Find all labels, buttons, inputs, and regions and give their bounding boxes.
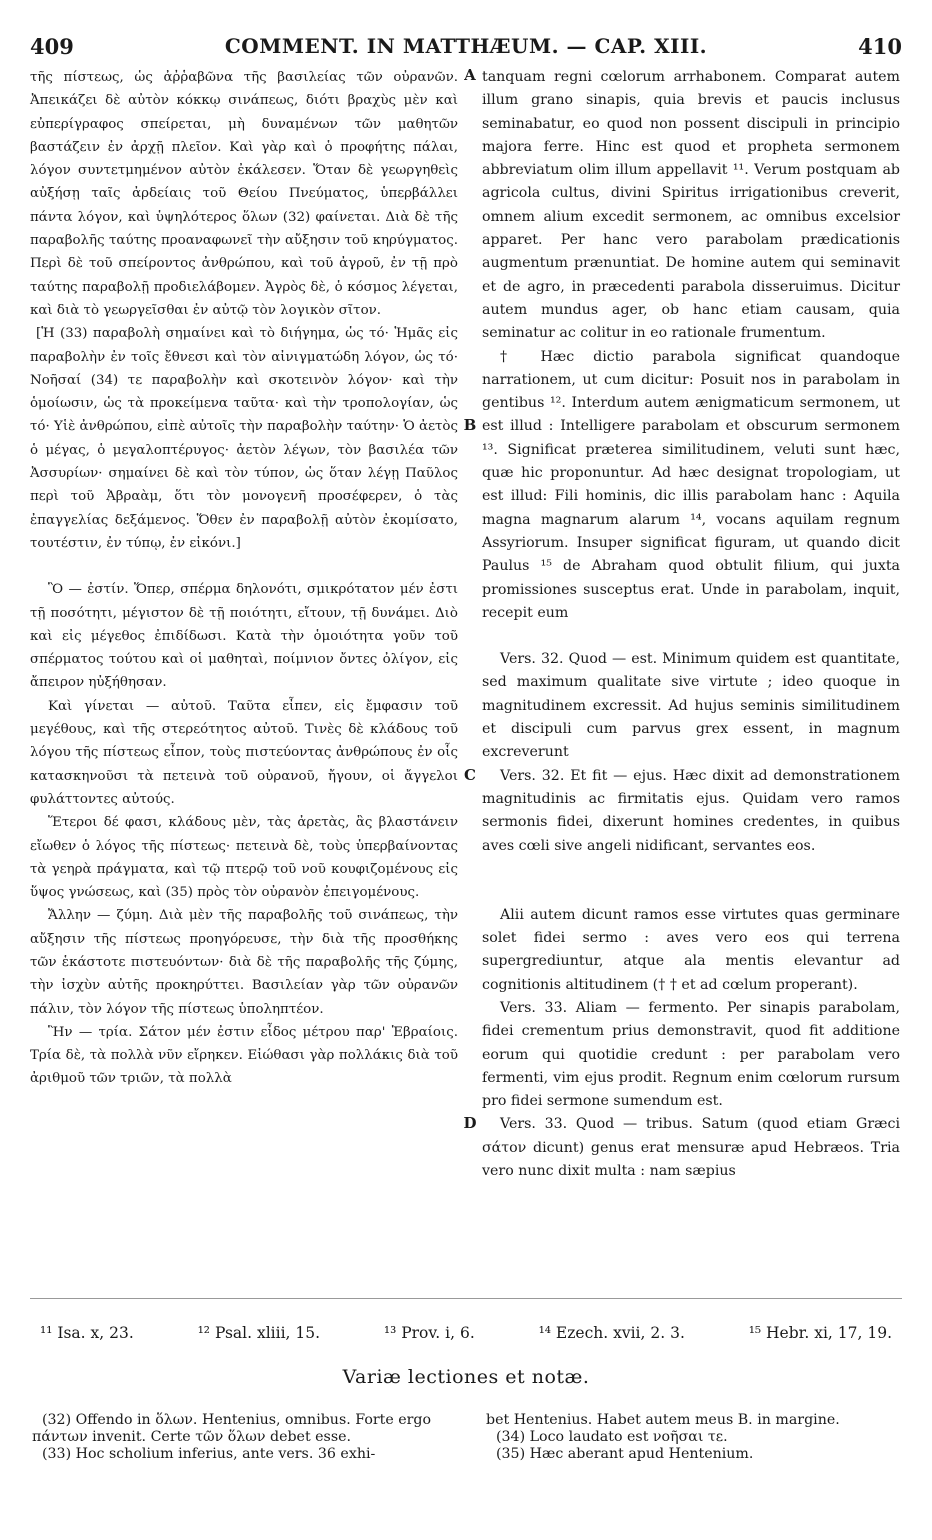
- page-header: [28, 34, 904, 60]
- latin-paragraph: Vers. 33. Aliam — fermento. Per sinapis parabolam, fidei crementum prius demonstravit, quod fit additione eorum qui quotidie credunt : per parabolam vero fermenti, vim ejus prodit. Regnum enim cœlorum rursum pro fidei sermone sumendum est.: [482, 999, 900, 1110]
- greek-paragraph: [Ἡ (33) παραβολὴ σημαίνει καὶ τὸ διήγημα, ὡς τό· Ἡμᾶς εἰς παραβολὴν ἐν τοῖς ἔθνεσι καὶ τὸν αἰνιγματώδη λόγον, ὡς τό· Νοῆσαί (34) τε παραβολὴν καὶ σκοτεινὸν λόγον· καὶ τὴν ὁμοίωσιν, ὡς τὰ προκείμενα ταῦτα· καὶ τὴν τροπολογίαν, ὡς τό· Υἱὲ ἀνθρώπου, εἰπὲ αὐτοῖς τὴν παραβολὴν ταύτην· Ὁ ἀετὸς ὁ μέγας, ὁ μεγαλοπτέρυγος· ἀετὸν λέγων, τὸν βασιλέα τῶν Ἀσσυρίων· σημαίνει δὲ καὶ τὸν τύπον, ὡς ὅταν λέγῃ Παῦλος περὶ τοῦ Ἀβραὰμ, ὅτι τὸν μονογενῆ προσέφερεν, ὁ τὰς ἐπαγγελίας δεξάμενος. Ὅθεν ἐν παραβολῇ αὐτὸν ἐκομίσατο, τουτέστιν, ἐν τύπῳ, ἐν εἰκόνι.]: [30, 326, 458, 551]
- variant-note: (35) Hæc aberant apud Hentenium.: [496, 1446, 754, 1462]
- variae-notes-left: [32, 1412, 460, 1463]
- latin-paragraph: Alii autem dicunt ramos esse virtutes quas germinare solet fidei sermo : aves vero eos qui terrena supergrediuntur, atque ala mentis elevantur ad cognitionis altitudinem († † et ad cœlum properant).: [482, 906, 900, 993]
- variant-note: (32) Offendo in ὅλων. Hentenius, omnibus. Forte ergo πάντων invenit. Certe τῶν ὅλων debet esse.: [32, 1412, 432, 1445]
- latin-paragraph: Vers. 32. Quod — est. Minimum quidem est quantitate, sed maximum qualitate sive virtute ; ideo quoque in magnitudinem excressit. Ad hujus seminis similitudinem et discipuli cum parvus grex essent, in magnum excreverunt: [482, 651, 900, 761]
- variant-note: bet Hentenius. Habet autem meus B. in margine.: [486, 1412, 840, 1428]
- margin-marker-c: C: [464, 766, 476, 784]
- variae-lectiones-title: Variæ lectiones et notæ.: [342, 1366, 590, 1388]
- variant-note: (33) Hoc scholium inferius, ante vers. 36 exhi-: [42, 1446, 376, 1462]
- variant-note: (34) Loco laudato est νοῆσαι τε.: [496, 1429, 728, 1445]
- greek-paragraph: Ἕτεροι δέ φασι, κλάδους μὲν, τὰς ἀρετὰς, ἃς βλαστάνειν εἴωθεν ὁ λόγος τῆς πίστεως· πετεινὰ δὲ, τοὺς ὑπερβαίνοντας τὰ γεηρὰ πράγματα, καὶ τῷ πτερῷ τοῦ νοῦ κουφιζομένους εἰς ὕψος γνώσεως, καὶ (35) πρὸς τὸν οὐρανὸν ἐπειγομένους.: [30, 815, 458, 901]
- greek-paragraph: Ἣν — τρία. Σάτον μέν ἐστιν εἶδος μέτρου παρ' Ἑβραίοις. Τρία δὲ, τὰ πολλὰ νῦν εἴρηκεν. Εἰώθασι γὰρ πολλάκις διὰ τοῦ ἀριθμοῦ τῶν τριῶν, τὰ πολλὰ: [30, 1024, 458, 1087]
- footnotes: [40, 1324, 892, 1342]
- latin-paragraph: † Hæc dictio parabola significat quandoque narrationem, ut cum dicitur: Posuit nos in parabolam in gentibus ¹². Interdum autem ænigmaticum sermonem, ut est illud : Intelligere parabolam et obscurum sermonem ¹³. Significat præterea similitudinem, veluti sunt hæc, quæ hic proponuntur. Ad hæc designat tropologiam, ut est illud: Fili hominis, dic illis parabolam hanc : Aquila magna magnarum alarum ¹⁴, vocans aquilam regnum Assyriorum. Insuper significat figuram, ut quando dicit Paulus ¹⁵ de Abraham quod obtulit filium, qui juxta promissiones susceptus erat. Unde in parabolam, inquit, recepit eum: [482, 348, 900, 621]
- greek-paragraph: Καὶ γίνεται — αὐτοῦ. Ταῦτα εἶπεν, εἰς ἔμφασιν τοῦ μεγέθους, καὶ τῆς στερεότητος αὐτοῦ. Τινὲς δὲ κλάδους τοῦ λόγου τῆς πίστεως εἶπον, τοὺς πιστεύοντας ἀνθρώπους ἐν οἷς κατασκηνοῦσι τὰ πετεινὰ τοῦ οὐρανοῦ, ἤγουν, οἱ ἄγγελοι φυλάττοντες αὐτούς.: [30, 698, 458, 807]
- latin-paragraph: tanquam regni cœlorum arrhabonem. Comparat autem illum grano sinapis, quia brevis et paucis inclusus seminabatur, eo quod non possent discipuli in principio majora ferre. Hinc est quod et propheta sermonem abbreviatum olim illum appellavit ¹¹. Verum postquam ab agricola cultus, divini Spiritus irrigationibus creverit, omnem alium excedit sermonem, ac omnibus excelsior apparet. Per hanc vero parabolam prædicationis augmentum prænuntiat. De homine autem qui seminavit et de agro, in præcedenti parabola disseruimus. Dicitur autem mundus ager, ob hanc etiam causam, quia seminatur ac colitur in eo rationale frumentum.: [482, 69, 900, 342]
- footnote: ¹⁴ Ezech. xvii, 2. 3.: [538, 1324, 685, 1342]
- latin-paragraph: Vers. 32. Et fit — ejus. Hæc dixit ad demonstrationem magnitudinis ac firmitatis ejus. Quidam vero ramos sermonis fidei, dixerunt homines credentes, in quibus aves cœli sive angeli nidificant, servantes eos.: [482, 767, 900, 854]
- latin-text-column: [482, 66, 900, 1183]
- footnote: ¹² Psal. xliii, 15.: [197, 1324, 321, 1342]
- page-number-right: 410: [858, 34, 902, 59]
- latin-paragraph: Vers. 33. Quod — tribus. Satum (quod etiam Græci σάτον dicunt) genus erat mensuræ apud Hebræos. Tria vero nunc dixit multa : nam sæpius: [482, 1116, 900, 1180]
- margin-marker-b: B: [463, 416, 477, 434]
- greek-paragraph: τῆς πίστεως, ὡς ἀῤῥαβῶνα τῆς βασιλείας τῶν οὐρανῶν. Ἀπεικάζει δὲ αὐτὸν κόκκῳ σινάπεως, διότι βραχὺς μὲν καὶ εὐπερίγραφος σπείρεται, μὴ δυναμένων τῶν μαθητῶν βαστάζειν ἐν ἀρχῇ πλεῖον. Καὶ γὰρ καὶ ὁ προφήτης πάλαι, λόγον συντετμημένον αὐτὸν ἐκάλεσεν. Ὅταν δὲ γεωργηθεὶς αὐξήσῃ ταῖς ἀρδείαις τοῦ Θείου Πνεύματος, ὑπερβάλλει πάντα λόγον, καὶ ὑψηλότερος ὅλων (32) φαίνεται. Διὰ δὲ τῆς παραβολῆς ταύτης προαναφωνεῖ τὴν αὔξησιν τοῦ κηρύγματος. Περὶ δὲ τοῦ σπείροντος ἀνθρώπου, καὶ τοῦ ἀγροῦ, ἐν τῇ πρὸ ταύτης παραβολῇ προδιελάβομεν. Ἀγρὸς δὲ, ὁ κόσμος λέγεται, καὶ διὰ τὸ γεωργεῖσθαι ἐν αὐτῷ τὸν λογικὸν σῖτον.: [30, 70, 458, 318]
- variae-notes-right: [486, 1412, 900, 1463]
- greek-paragraph: Ὃ — ἐστίν. Ὅπερ, σπέρμα δηλονότι, σμικρότατον μέν ἐστι τῇ ποσότητι, μέγιστον δὲ τῇ ποιότητι, εἴτουν, τῇ δυνάμει. Διὸ καὶ εἰς μέγεθος ἐπιδίδωσι. Κατὰ τὴν ὁμοιότητα γοῦν τοῦ σπέρματος τούτου καὶ οἱ μαθηταὶ, ποίμνιον ὄντες ὀλίγον, εἰς ἄπειρον ηὐξήθησαν.: [30, 582, 458, 691]
- greek-text-column: [30, 66, 458, 1091]
- running-title: COMMENT. IN MATTHÆUM. — CAP. XIII.: [224, 34, 708, 58]
- page-number-left: 409: [30, 34, 74, 59]
- margin-marker-d: D: [463, 1114, 477, 1132]
- footnote: ¹¹ Isa. x, 23.: [40, 1324, 134, 1342]
- footnote: ¹³ Prov. i, 6.: [383, 1324, 475, 1342]
- margin-marker-a: A: [464, 66, 476, 84]
- footnote: ¹⁵ Hebr. xi, 17, 19.: [748, 1324, 892, 1342]
- greek-paragraph: Ἄλλην — ζύμη. Διὰ μὲν τῆς παραβολῆς τοῦ σινάπεως, τὴν αὔξησιν τῆς πίστεως προηγόρευσε, τὴν διὰ τῆς προσθήκης τῶν ἑκάστοτε πιστευόντων· διὰ δὲ τῆς παραβολῆς τῆς ζύμης, τὴν ἰσχὺν αὐτῆς προκηρύττει. Βασιλείαν γὰρ τῶν οὐρανῶν πάλιν, τὸν λόγον τῆς πίστεως ὑποληπτέον.: [30, 908, 458, 1017]
- footnote-divider: [30, 1298, 902, 1299]
